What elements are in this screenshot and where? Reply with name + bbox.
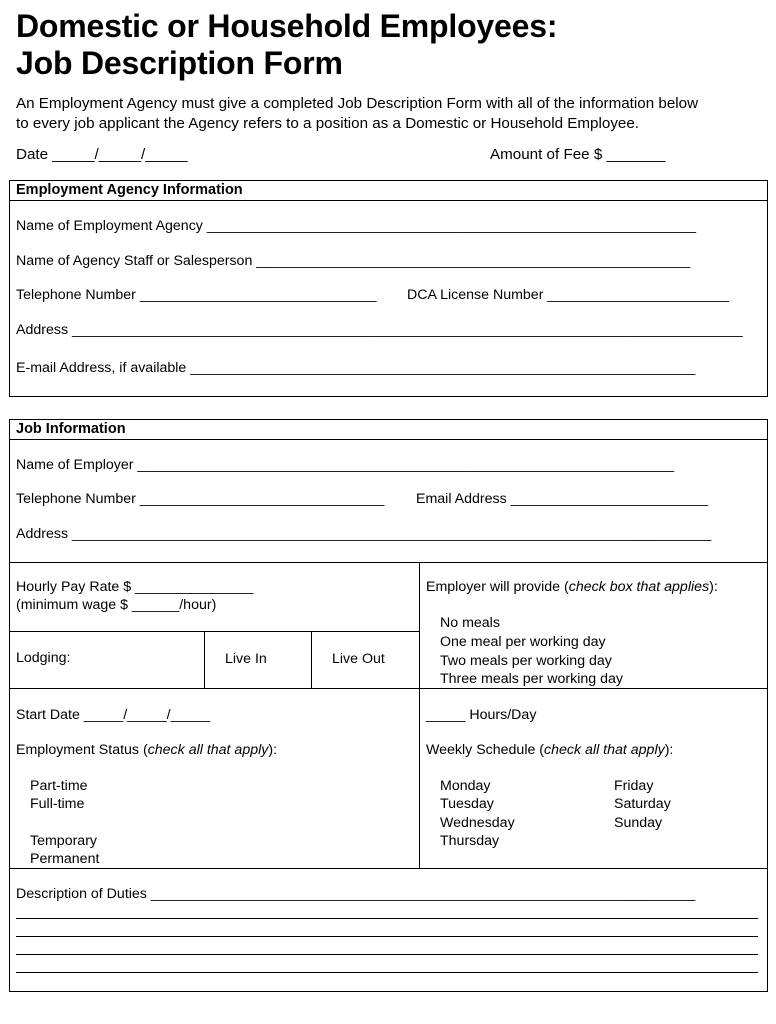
start-date-field[interactable]: Start Date _____/_____/_____: [16, 707, 211, 723]
day-option-friday[interactable]: Friday: [614, 778, 654, 794]
intro-text-line2: to every job applicant the Agency refers to a position as a Domestic or Household Employee.: [16, 115, 640, 132]
meal-option-two[interactable]: Two meals per working day: [440, 653, 612, 669]
divider: [9, 868, 768, 869]
day-option-saturday[interactable]: Saturday: [614, 796, 671, 812]
day-option-wednesday[interactable]: Wednesday: [440, 815, 515, 831]
agency-address-field[interactable]: Address _____________________________________________________________________________________: [16, 322, 743, 338]
page-title-line1: Domestic or Household Employees:: [16, 8, 558, 44]
agency-info-heading: Employment Agency Information: [10, 181, 767, 201]
duties-blank-line[interactable]: [16, 972, 758, 973]
duties-blank-line[interactable]: [16, 954, 758, 955]
day-option-thursday[interactable]: Thursday: [440, 833, 500, 849]
duties-field[interactable]: Description of Duties _____________________________________________________________________: [16, 886, 696, 902]
weekly-schedule-prompt: Weekly Schedule (check all that apply):: [426, 742, 674, 758]
status-option-part-time[interactable]: Part-time: [30, 778, 88, 794]
page-title-line2: Job Description Form: [16, 45, 343, 81]
day-option-sunday[interactable]: Sunday: [614, 815, 663, 831]
employer-email-field[interactable]: Email Address _________________________: [416, 491, 708, 507]
duties-blank-line[interactable]: [16, 918, 758, 919]
meal-option-one[interactable]: One meal per working day: [440, 634, 606, 650]
employer-name-field[interactable]: Name of Employer ____________________________________________________________________: [16, 457, 674, 473]
divider: [204, 631, 205, 688]
day-option-tuesday[interactable]: Tuesday: [440, 796, 494, 812]
agency-license-field[interactable]: DCA License Number _______________________: [407, 287, 729, 303]
divider: [311, 631, 312, 688]
lodging-live-in-option[interactable]: Live In: [225, 651, 267, 667]
date-field[interactable]: Date _____/_____/_____: [16, 146, 188, 163]
lodging-label: Lodging:: [16, 650, 71, 666]
min-wage-field[interactable]: (minimum wage $ ______/hour): [16, 597, 217, 613]
meals-prompt: Employer will provide (check box that applies):: [426, 579, 718, 595]
employer-phone-field[interactable]: Telephone Number _______________________________: [16, 491, 385, 507]
status-option-permanent[interactable]: Permanent: [30, 851, 100, 867]
status-option-temporary[interactable]: Temporary: [30, 833, 98, 849]
fee-field[interactable]: Amount of Fee $ _______: [490, 146, 666, 163]
agency-staff-field[interactable]: Name of Agency Staff or Salesperson _______________________________________________________: [16, 253, 691, 269]
status-option-full-time[interactable]: Full-time: [30, 796, 85, 812]
agency-phone-field[interactable]: Telephone Number ______________________________: [16, 287, 377, 303]
agency-email-field[interactable]: E-mail Address, if available ________________________________________________________________: [16, 360, 696, 376]
day-option-monday[interactable]: Monday: [440, 778, 491, 794]
intro-text-line1: An Employment Agency must give a completed Job Description Form with all of the information below: [16, 95, 699, 112]
divider: [9, 562, 768, 563]
employment-status-prompt: Employment Status (check all that apply):: [16, 742, 278, 758]
meal-option-three[interactable]: Three meals per working day: [440, 671, 623, 687]
duties-blank-line[interactable]: [16, 936, 758, 937]
divider: [9, 631, 419, 632]
employer-address-field[interactable]: Address _________________________________________________________________________________: [16, 526, 712, 542]
hours-per-day-field[interactable]: _____ Hours/Day: [426, 707, 537, 723]
agency-name-field[interactable]: Name of Employment Agency ______________________________________________________________: [16, 218, 697, 234]
job-info-heading: Job Information: [10, 420, 767, 440]
lodging-live-out-option[interactable]: Live Out: [332, 651, 385, 667]
divider: [419, 562, 420, 868]
pay-rate-field[interactable]: Hourly Pay Rate $ _______________: [16, 579, 254, 595]
divider: [9, 688, 768, 689]
meal-option-none[interactable]: No meals: [440, 615, 500, 631]
